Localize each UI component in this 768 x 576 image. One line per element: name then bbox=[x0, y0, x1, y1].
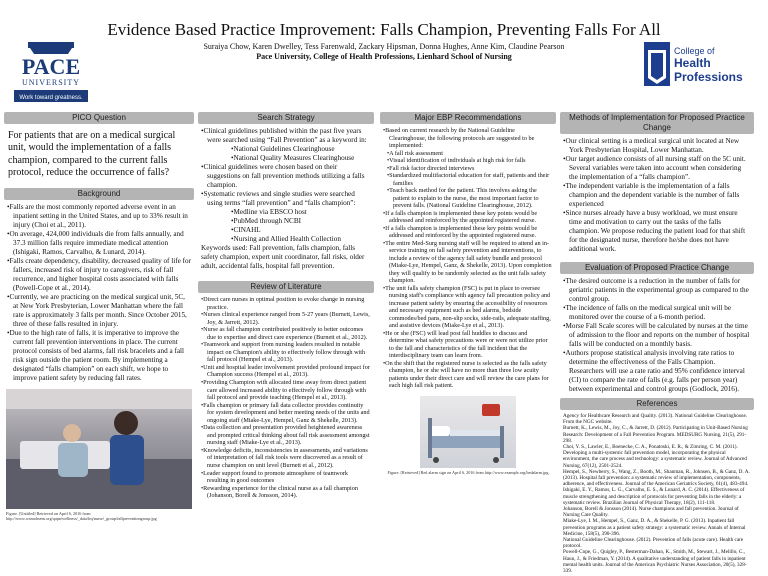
logo-tagline: Work toward greatness. bbox=[19, 95, 83, 101]
nurse-patient-photo bbox=[6, 389, 192, 509]
logo-word: PACE bbox=[21, 54, 81, 79]
list-item: • On average, 424,000 individuals die from falls annually, and 37.3 million falls require immediate medical attention (Ishigaki, Ramos, Carvalho, & Lunard, 2014). bbox=[7, 230, 191, 257]
list-item: • He or she (FSC) will lead post fall huddles to discuss and determine what safety precautions were or were not utilize prior to the fall and characteristics of the fall incident that the interdisciplinary team can learn from. bbox=[383, 330, 553, 360]
logo-line1: College of bbox=[674, 46, 715, 56]
list-item: • Rewarding experience for the clinical nurse as a fall champion (Johanson, Borell & Jonsson, 2014). bbox=[201, 485, 371, 500]
list-item: • Direct care nurses in optimal position to evoke change in nursing practice. bbox=[201, 296, 371, 311]
list-item: • National Quality Measures Clearinghouse bbox=[231, 154, 371, 163]
pico-question: For patients that are on a medical surgical unit, would the implementation of a falls champion, compared to the current falls protocol, reduce the occurrence of falls? bbox=[8, 130, 176, 179]
pace-university-logo bbox=[8, 40, 94, 110]
list-item: • Nurse as fall champion contributed positively to better outcomes due to expertise and direct care experience (Burnett et al., 2012). bbox=[201, 326, 371, 341]
affiliation: Pace University, College of Health Professions, Lienhard School of Nursing bbox=[256, 52, 512, 61]
evaluation-heading: Evaluation of Proposed Practice Change bbox=[560, 262, 754, 274]
list-item: • Nursing and Allied Health Collection bbox=[231, 235, 371, 244]
column-2 bbox=[198, 112, 374, 564]
list-item: • Fall risk factor directed interviews bbox=[387, 165, 553, 173]
references-list bbox=[560, 410, 754, 574]
reference-item: Ishigaki, E. Y., Ramos, L. G., Carvalho, E. S., & Lunard, A. C. (2014). Effectiveness of muscle strengthening and description of protocols for preventing falls in the elderly: a systematic review. Brazilian Journal of Physical Therapy, 18(2), 111-118. bbox=[563, 487, 745, 506]
list-item: • Based on current research by the National Guideline Clearinghouse, the following protocols are suggested to be implemented: bbox=[383, 127, 553, 150]
column-1 bbox=[4, 112, 194, 564]
background-heading: Background bbox=[4, 188, 194, 200]
bed-figure-caption: Figure. [Retrieved] Bed alarm sign on April 6, 2016 from http://www.example.org/bedalarm.jpg bbox=[387, 469, 549, 475]
list-item: • Teamwork and support from nursing leaders resulted in notable impact on Champion's ability to effectively follow through with fall protocol (Hempel et al., 2013). bbox=[201, 341, 371, 364]
review-heading: Review of Literature bbox=[198, 281, 374, 293]
list-item: • Falls are the most commonly reported adverse event in an inpatient setting in the United States, and up to 33% result in injury (Choi et al., 2011). bbox=[7, 203, 191, 230]
list-item: • Medline via EBSCO host bbox=[231, 208, 371, 217]
list-item: • Systematic reviews and single studies were searched using terms “fall prevention” and “falls champion”: bbox=[201, 190, 371, 208]
background-list bbox=[4, 200, 194, 383]
reference-item: Burnett, K., Lewis, M., Joy, C., & Jarrett, D. (2012). Participating in Unit-Based Nursing Research: Development of a Fall Prevention Program. MEDSURG Nursing, 21(5), 291-298. bbox=[563, 425, 748, 444]
reference-item: Agency for Healthcare Research and Quality. (2013). National Guideline Clearinghouse. From the NGC website. bbox=[563, 413, 748, 426]
list-item: • The unit falls safety champion (FSC) is put in place to oversee nursing staff's compliance with agency fall precaution policy and increase patient safety by ensuring the accessibility of resources and necessary equipment such as bed alarms, bedside commodes/bed pans, non-slip socks, side-rails, adequate staffing, and assistive devices (Miake-Lye et al., 2013). bbox=[383, 285, 553, 330]
list-item: • Clinical guidelines were chosen based on their suggestions on fall prevention methods utilizing a falls champion. bbox=[201, 163, 371, 190]
logo-sub: UNIVERSITY bbox=[22, 78, 80, 87]
list-item: • Falls champion or primary fall data collector provides continuity for system development and better meeting needs of the units and ongoing staff (Miake-Lye, Hempel, Ganz & Shekelle, 2013). bbox=[201, 402, 371, 425]
list-item: • The incidence of falls on the medical surgical unit will be monitored over the course of a 6-month period. bbox=[563, 304, 751, 322]
reference-item: Choi, Y. S., Lawler, E., Boenecke, C. A., Ponatoski, E. R., & Zimring, C. M. (2011). Developing a multi-systemic fall prevention model, incorporating the physical environment, the care process and technology: a systematic review. Journal of Advanced Nursing, 67(12), 2501-2524. bbox=[563, 444, 747, 469]
bed-illustration bbox=[420, 396, 516, 468]
list-item: • Falls create dependency, disability, decreased quality of life for fallers, increased risk of injury to caregivers, risk of fall recurrence, and higher hospital costs associated with falls (Powell-Cope et al., 2014). bbox=[7, 257, 191, 293]
list-item: • Our clinical setting is a medical surgical unit located at New York Presbyterian Hospital, Lower Manhattan. bbox=[563, 137, 751, 155]
reference-item: Powell-Cope, G., Quigley, P., Besterman-Dahan, K., Smith, M., Stewart, J., Melillo, C., Haun, J., & Friedman, Y. (2014). A qualitative understanding of patient falls in inpatient mental health units. Journal of the American Psychiatric Nurses Association, 20(5), 328-339. bbox=[563, 549, 747, 575]
poster-title: Evidence Based Practice Improvement: Falls Champion, Preventing Falls For All bbox=[107, 20, 661, 39]
search-heading: Search Strategy bbox=[198, 112, 374, 124]
photo-caption: Figure. [Untitled] Retrieved on April 6, 2016 from http://www.wsmohsens.org/qapn/wellness/_data/lrq/nurse/_group/fallpreventiongroup.jpg bbox=[6, 510, 157, 521]
list-item: • Knowledge deficits, inconsistencies in assessments, and variations of interpretation of fall risk tools were discovered as a result of nurse champion on unit level (Burnett et al., 2012). bbox=[201, 447, 371, 470]
logo-line3: Professions bbox=[674, 70, 743, 84]
pico-heading: PICO Question bbox=[4, 112, 194, 124]
list-item: • PubMed through NCBI bbox=[231, 217, 371, 226]
list-item: • Our target audience consists of all nursing staff on the 5C unit. Several variables were taken into account when considering the implementation of a “falls champion”. bbox=[563, 155, 751, 182]
evaluation-list bbox=[560, 274, 754, 394]
list-item: • Morse Fall Scale scores will be calculated by nurses at the time of admission to the floor and reports on the number of hospital falls will be conducted on a monthly basis. bbox=[563, 322, 751, 349]
ebp-heading: Major EBP Recommendations bbox=[380, 112, 556, 124]
implementation-list bbox=[560, 134, 754, 254]
list-item: • A fall risk assessment bbox=[387, 150, 553, 158]
list-item: • Teach back method for the patient. This involves asking the patient to explain to the nurse, the most important factor to prevent falls. (National Guideline Clearinghouse, 2012). bbox=[387, 187, 553, 210]
list-item: • Nurses clinical experience ranged from 5-27 years (Burnett, Lewis, Joy, & Jarrett, 2012). bbox=[201, 311, 371, 326]
search-keywords: Keywords used: Fall prevention, falls champion, falls safety champion, expert unit coordinator, fall risks, older adult, accidental falls, hospital fall prevention. bbox=[201, 244, 365, 270]
list-item: • Standardized multifactorial education for staff, patients and their families bbox=[387, 172, 553, 187]
list-item: • Clinical guidelines published within the past five years were searched using “Fall Prevention” as a keyword in: bbox=[201, 127, 371, 145]
logo-line2: Health bbox=[674, 56, 711, 70]
list-item: • CINAHL bbox=[231, 226, 371, 235]
list-item: • The independent variable is the implementation of a falls champion and the dependent variable is the number of falls experienced bbox=[563, 182, 751, 209]
list-item: • On the shift that the registered nurse is selected as the falls safety champion, he or she will have no more than three low acuity patients under their direct care and will review the care plans for each high fall risk patient. bbox=[383, 360, 553, 390]
list-item: • Leader support found to promote atmosphere of teamwork resulting in good outcomes bbox=[201, 470, 371, 485]
ebp-content bbox=[380, 124, 556, 390]
search-content bbox=[198, 124, 374, 271]
list-item: • Data collection and presentation provided heightened awareness and prompted critical thinking about fall risk assessment amongst nursing staff (Miake-Lye et al., 2013). bbox=[201, 424, 371, 447]
column-3 bbox=[380, 112, 556, 564]
implementation-heading: Methods of Implementation for Proposed Practice Change bbox=[560, 112, 754, 134]
list-item: • The entire Med-Surg nursing staff will be required to attend an in-service training on fall safety prevention and interventions, to include a review of the agency fall safety bundle and protocol (Miake-Lye, Hempel, Ganz, & Shekelle, 2013). Upon completion they will qualify to be randomly selected as the unit falls safety champion. bbox=[383, 240, 553, 285]
list-item: • Authors propose statistical analysis involving rate ratios to determine the effectiveness of the Falls Champion. Researchers will use a rate ratio and 95% confidence interval (CI) to compare the rate of falls (e.g. falls per person year) between experimental and control groups (Godlock, 2016). bbox=[563, 349, 751, 394]
list-item: • Visual identification of individuals at high risk for falls bbox=[387, 157, 553, 165]
reference-item: National Guideline Clearinghouse. (2012). Prevention of falls (acute care). Health care protocol. bbox=[563, 537, 744, 550]
review-list bbox=[198, 293, 374, 500]
list-item: • Since nurses already have a busy workload, we must ensure time and motivation to carry out the tasks of the falls champion. We propose reducing the patient load for that shift for the designated nurse, therefore he/she does not have additional work. bbox=[563, 209, 751, 254]
list-item: • Due to the high rate of falls, it is imperative to improve the current fall prevention interventions in place. The current protocol consists of bed alarms, fall risk bracelets and a fall risk sign outside the patient room. By implementing a designated “falls champion” on each shift, we hope to improve patient safety by reducing fall rates. bbox=[7, 329, 191, 383]
reference-item: Johanson, Borell & Jonsson (2014). Nurse champions and fall prevention. Journal of Nursing Care Quality. bbox=[563, 506, 739, 519]
reference-item: Miake-Lye, I. M., Hempel, S., Ganz, D. A., & Shekelle, P. G. (2013). Inpatient fall prevention programs as a patient safety strategy: a systematic review. Annals of Internal Medicine, 158(5), 390-396. bbox=[563, 518, 746, 537]
list-item: • If a falls champion is implemented these key points would be addressed and reinforced by the appointed registered nurse. bbox=[383, 210, 553, 225]
list-item: • If a falls champion is implemented these key points would be addressed and reinforced by the appointed registered nurse. bbox=[383, 225, 553, 240]
photo-illustration bbox=[6, 389, 192, 509]
authors: Suraiya Chow, Karen Dwelley, Tess Farenwald, Zackary Hipsman, Donna Hughes, Anne Kim, Claudine Pearson bbox=[203, 42, 565, 51]
list-item: • The desired outcome is a reduction in the number of falls for geriatric patients in the experimental group as compared to the control group. bbox=[563, 277, 751, 304]
list-item: • National Guidelines Clearinghouse bbox=[231, 145, 371, 154]
list-item: • Currently, we are practicing on the medical surgical unit, 5C, at New York Presbyterian, Lower Manhattan where the fall rate is approximately 3 falls per month. Since October 2015, three of these falls resulted in injury. bbox=[7, 293, 191, 329]
bed-alarm-figure bbox=[420, 396, 516, 468]
list-item: • Providing Champion with allocated time away from direct patient care allowed increased ability to effectively follow through with fall protocol and provide teaching (Hempel et al., 2013). bbox=[201, 379, 371, 402]
reference-item: Hempel, S., Newberry, S., Wang, Z., Booth, M., Shanman, R., Johnsen, B., & Ganz, D. A. (2013). Hospital fall prevention: a systematic review of implementation, components, adherence, and effectiveness. Journal of the American Geriatrics Society, 61(4), 483-494. bbox=[563, 468, 750, 488]
references-heading: References bbox=[560, 398, 754, 410]
column-4 bbox=[560, 112, 754, 575]
list-item: • Unit and hospital leader involvement provided profound impact for Champion success (Hempel et al., 2013). bbox=[201, 364, 371, 379]
